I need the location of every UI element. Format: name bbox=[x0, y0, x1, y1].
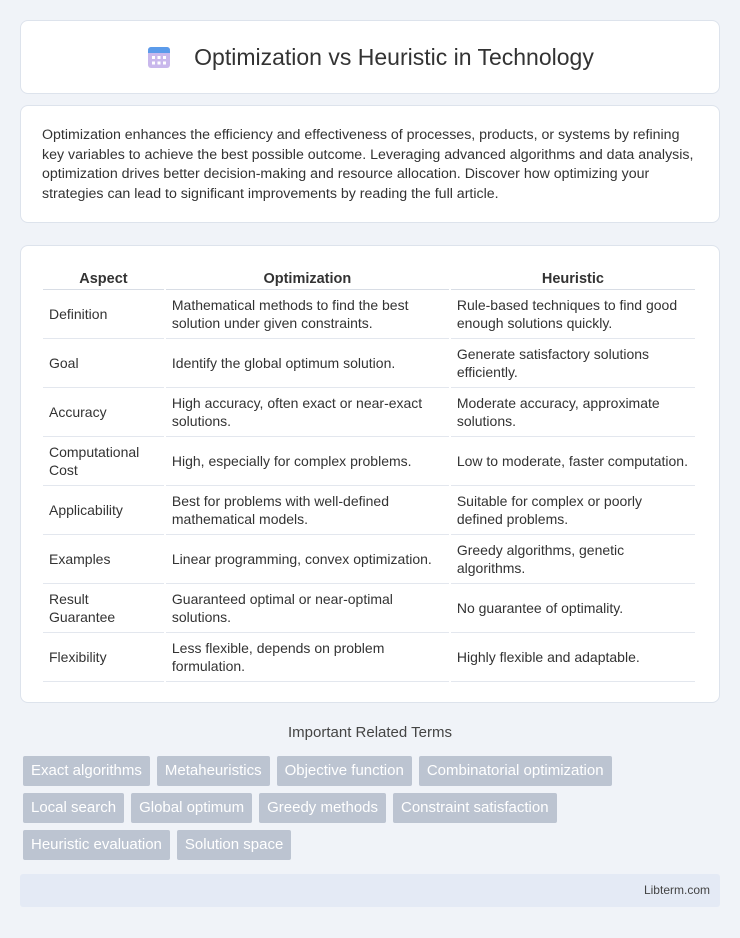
optimization-cell: Less flexible, depends on problem formulation. bbox=[166, 633, 449, 682]
table-row bbox=[43, 535, 695, 584]
related-terms-tags bbox=[23, 756, 723, 867]
heuristic-cell: Low to moderate, faster computation. bbox=[451, 437, 695, 486]
header-card bbox=[20, 20, 720, 94]
tag-exact-algorithms[interactable]: Exact algorithms bbox=[23, 756, 150, 786]
header-optimization: Optimization bbox=[166, 266, 449, 290]
footer bbox=[20, 874, 720, 907]
table-row bbox=[43, 633, 695, 682]
page-title: Optimization vs Heuristic in Technology bbox=[194, 43, 594, 70]
optimization-cell: High, especially for complex problems. bbox=[166, 437, 449, 486]
aspect-cell: Examples bbox=[43, 535, 164, 584]
optimization-cell: Identify the global optimum solution. bbox=[166, 339, 449, 388]
heuristic-cell: Suitable for complex or poorly defined problems. bbox=[451, 486, 695, 535]
calendar-icon bbox=[146, 44, 172, 70]
heuristic-cell: No guarantee of optimality. bbox=[451, 584, 695, 633]
heuristic-cell: Rule-based techniques to find good enough solutions quickly. bbox=[451, 290, 695, 339]
table-row bbox=[43, 290, 695, 339]
tag-global-optimum[interactable]: Global optimum bbox=[131, 793, 252, 823]
aspect-cell: Goal bbox=[43, 339, 164, 388]
aspect-cell: Result Guarantee bbox=[43, 584, 164, 633]
table-row bbox=[43, 339, 695, 388]
optimization-cell: Best for problems with well-defined mathematical models. bbox=[166, 486, 449, 535]
aspect-cell: Flexibility bbox=[43, 633, 164, 682]
optimization-cell: Mathematical methods to find the best solution under given constraints. bbox=[166, 290, 449, 339]
optimization-cell: High accuracy, often exact or near-exact solutions. bbox=[166, 388, 449, 437]
tag-row bbox=[23, 830, 723, 860]
table-row bbox=[43, 486, 695, 535]
aspect-cell: Applicability bbox=[43, 486, 164, 535]
aspect-cell: Computational Cost bbox=[43, 437, 164, 486]
tag-objective-function[interactable]: Objective function bbox=[277, 756, 412, 786]
tag-greedy-methods[interactable]: Greedy methods bbox=[259, 793, 386, 823]
intro-text: Optimization enhances the efficiency and effectiveness of processes, products, or systems by refining key variables to achieve the best possible outcome. Leveraging advanced algorithms and data analysis, optimization drives better decision-making and resource allocation. Discover how optimizing your strategies can lead to significant improvements by reading the full article. bbox=[42, 127, 694, 202]
table-header-row bbox=[43, 266, 695, 290]
header-aspect: Aspect bbox=[43, 266, 164, 290]
tag-solution-space[interactable]: Solution space bbox=[177, 830, 291, 860]
related-terms-title: Important Related Terms bbox=[288, 724, 452, 741]
aspect-cell: Definition bbox=[43, 290, 164, 339]
heuristic-cell: Generate satisfactory solutions efficiently. bbox=[451, 339, 695, 388]
comparison-table-card bbox=[20, 245, 720, 703]
table-row bbox=[43, 388, 695, 437]
heuristic-cell: Moderate accuracy, approximate solutions. bbox=[451, 388, 695, 437]
tag-row bbox=[23, 793, 723, 823]
optimization-cell: Linear programming, convex optimization. bbox=[166, 535, 449, 584]
comparison-table bbox=[41, 266, 697, 682]
tag-constraint-satisfaction[interactable]: Constraint satisfaction bbox=[393, 793, 557, 823]
optimization-cell: Guaranteed optimal or near-optimal solutions. bbox=[166, 584, 449, 633]
tag-row bbox=[23, 756, 723, 786]
aspect-cell: Accuracy bbox=[43, 388, 164, 437]
heuristic-cell: Highly flexible and adaptable. bbox=[451, 633, 695, 682]
tag-local-search[interactable]: Local search bbox=[23, 793, 124, 823]
table-row bbox=[43, 437, 695, 486]
footer-site-link[interactable]: Libterm.com bbox=[643, 883, 710, 897]
intro-card bbox=[20, 105, 720, 223]
tag-heuristic-evaluation[interactable]: Heuristic evaluation bbox=[23, 830, 170, 860]
tag-metaheuristics[interactable]: Metaheuristics bbox=[157, 756, 270, 786]
header-heuristic: Heuristic bbox=[451, 266, 695, 290]
table-row bbox=[43, 584, 695, 633]
tag-combinatorial-optimization[interactable]: Combinatorial optimization bbox=[419, 756, 612, 786]
heuristic-cell: Greedy algorithms, genetic algorithms. bbox=[451, 535, 695, 584]
